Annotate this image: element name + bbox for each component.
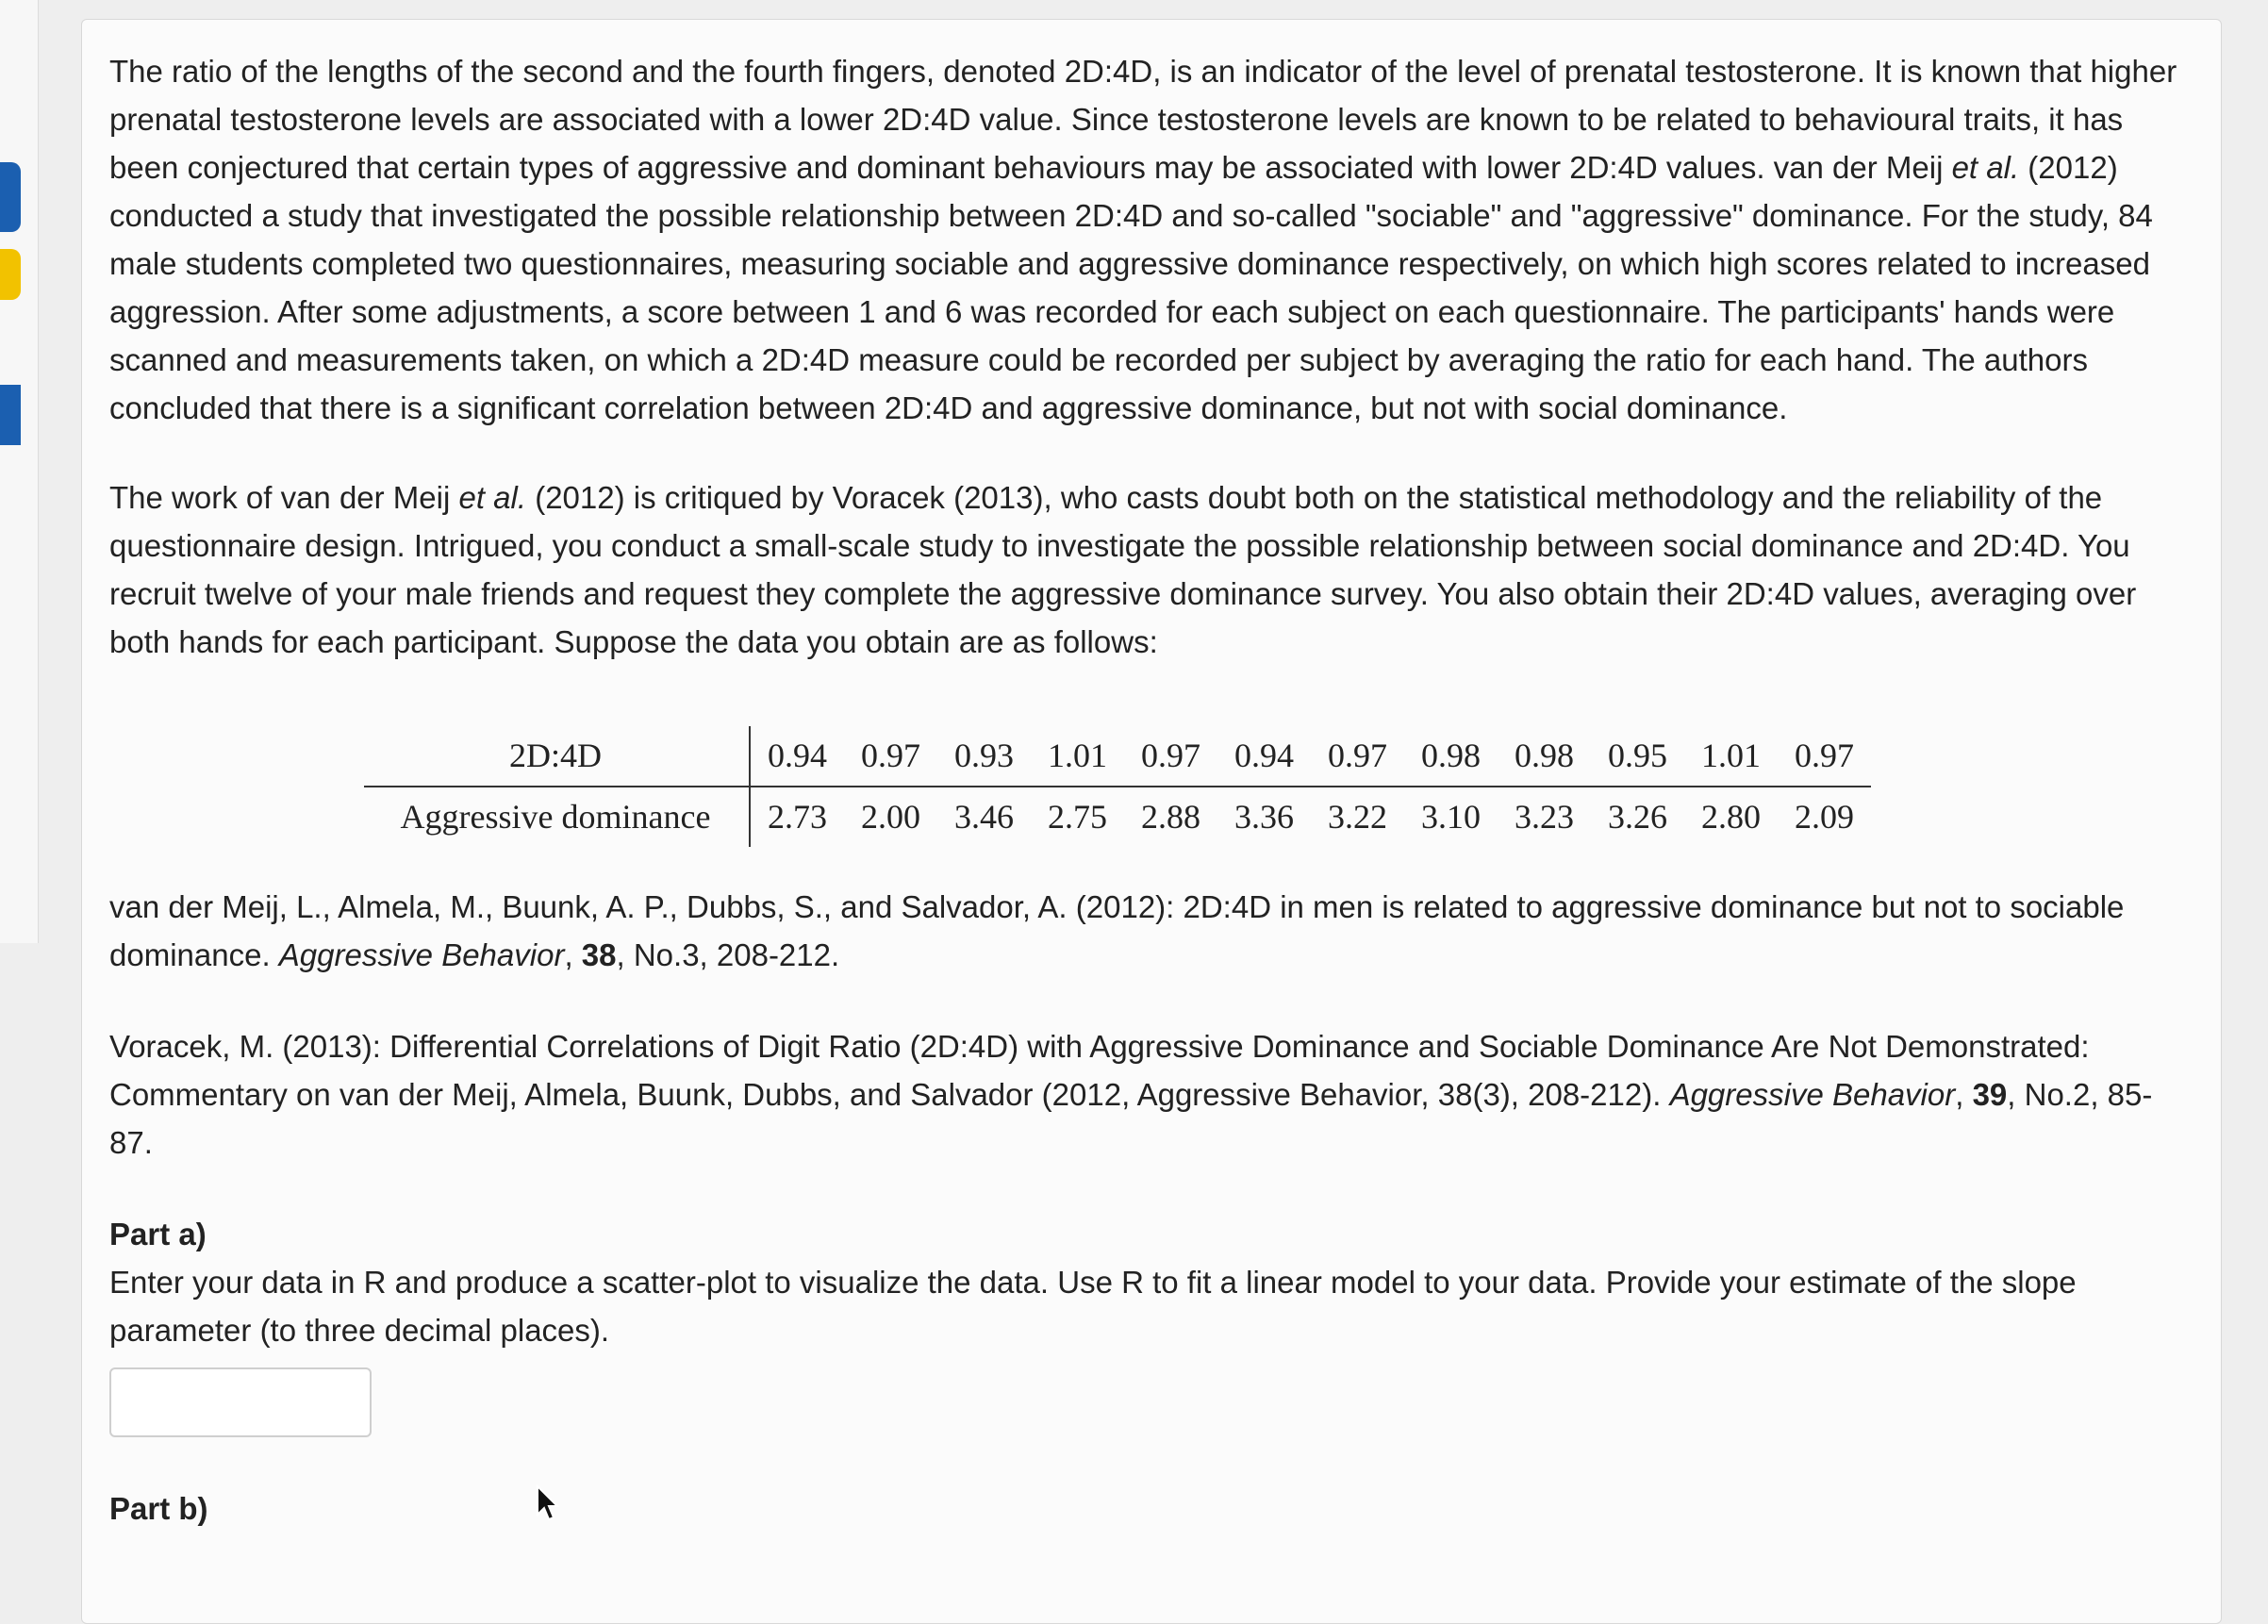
reference-van-der-meij: van der Meij, L., Almela, M., Buunk, A. P., Dubbs, S., and Salvador, A. (2012): 2D:4D in men is related to aggressive dominance but not to sociable dominance. Aggressive Behavior, 38, No.3, 208-212. xyxy=(109,889,2125,972)
table-cell: 3.23 xyxy=(1515,798,1574,836)
table-cell: 0.94 xyxy=(750,726,844,787)
intro-paragraph: The ratio of the lengths of the second and the fourth fingers, denoted 2D:4D, is an indicator of the level of prenatal testosterone. It is known that higher prenatal testosterone levels are associated with a lower 2D:4D value. Since testosterone levels are known to be related to behavioural traits, it has been conjectured that certain types of aggressive and dominant behaviours may be associated with lower 2D:4D values. van der Meij et al. (2012) conducted a study that investigated the possible relationship between 2D:4D and so-called "sociable" and "aggressive" dominance. For the study, 84 male students completed two questionnaires, measuring sociable and aggressive dominance respectively, on which high scores related to increased aggression. After some adjustments, a score between 1 and 6 was recorded for each subject on each questionnaire. The participants' hands were scanned and measurements taken, on which a 2D:4D measure could be recorded per subject by averaging the ratio for each hand. The authors concluded that there is a significant correlation between 2D:4D and aggressive dominance, but not with social dominance. xyxy=(109,54,2177,425)
part-b-title: Part b) xyxy=(109,1491,208,1526)
table-cell: 1.01 xyxy=(1684,726,1778,787)
question-content xyxy=(109,47,2184,1533)
table-cell: 0.93 xyxy=(937,726,1031,787)
slope-answer-input[interactable] xyxy=(109,1367,372,1437)
row-label-aggressive-dominance: Aggressive dominance xyxy=(364,787,750,847)
table-cell: 0.98 xyxy=(1498,726,1591,787)
table-row xyxy=(364,787,1871,847)
reference-voracek: Voracek, M. (2013): Differential Correlations of Digit Ratio (2D:4D) with Aggressive Dominance and Sociable Dominance Are Not Demonstrated: Commentary on van der Meij, Almela, Buunk, Dubbs, and Salvador (2012, Aggressive Behavior, 38(3), 208-212). Aggressive Behavior, 39, No.2, 85-87. xyxy=(109,1029,2153,1160)
table-cell: 0.97 xyxy=(1124,726,1217,787)
table-cell: 0.97 xyxy=(844,726,937,787)
table-cell: 2.75 xyxy=(1048,798,1107,836)
table-cell: 2.73 xyxy=(768,798,827,836)
table-cell: 0.95 xyxy=(1591,726,1684,787)
study-paragraph: The work of van der Meij et al. (2012) is critiqued by Voracek (2013), who casts doubt both on the statistical methodology and the reliability of the questionnaire design. Intrigued, you conduct a small-scale study to investigate the possible relationship between social dominance and 2D:4D. You recruit twelve of your male friends and request they complete the aggressive dominance survey. You also obtain their 2D:4D values, averaging over both hands for each participant. Suppose the data you obtain are as follows: xyxy=(109,480,2137,659)
data-table xyxy=(364,726,1871,847)
table-cell: 2.09 xyxy=(1795,798,1854,836)
part-a-title: Part a) xyxy=(109,1217,207,1251)
table-cell: 0.94 xyxy=(1217,726,1311,787)
row-label-2d4d: 2D:4D xyxy=(364,726,750,787)
table-cell: 3.46 xyxy=(954,798,1014,836)
section-marker-yellow[interactable] xyxy=(0,249,21,300)
table-cell: 0.98 xyxy=(1404,726,1498,787)
table-cell: 3.22 xyxy=(1328,798,1387,836)
table-cell: 2.88 xyxy=(1141,798,1200,836)
mouse-pointer-icon xyxy=(536,1484,560,1522)
part-a-question: Enter your data in R and produce a scatter-plot to visualize the data. Use R to fit a linear model to your data. Provide your estimate of the slope parameter (to three decimal places). xyxy=(109,1265,2077,1348)
left-rail xyxy=(0,0,39,943)
table-row xyxy=(364,726,1871,787)
section-marker-blue[interactable] xyxy=(0,162,21,232)
table-cell: 3.36 xyxy=(1234,798,1294,836)
table-cell: 3.26 xyxy=(1608,798,1667,836)
table-cell: 3.10 xyxy=(1421,798,1481,836)
table-cell: 0.97 xyxy=(1311,726,1404,787)
section-marker-blue-2[interactable] xyxy=(0,385,21,445)
table-cell: 2.00 xyxy=(861,798,920,836)
table-cell: 2.80 xyxy=(1701,798,1761,836)
table-cell: 0.97 xyxy=(1778,726,1871,787)
table-cell: 1.01 xyxy=(1031,726,1124,787)
